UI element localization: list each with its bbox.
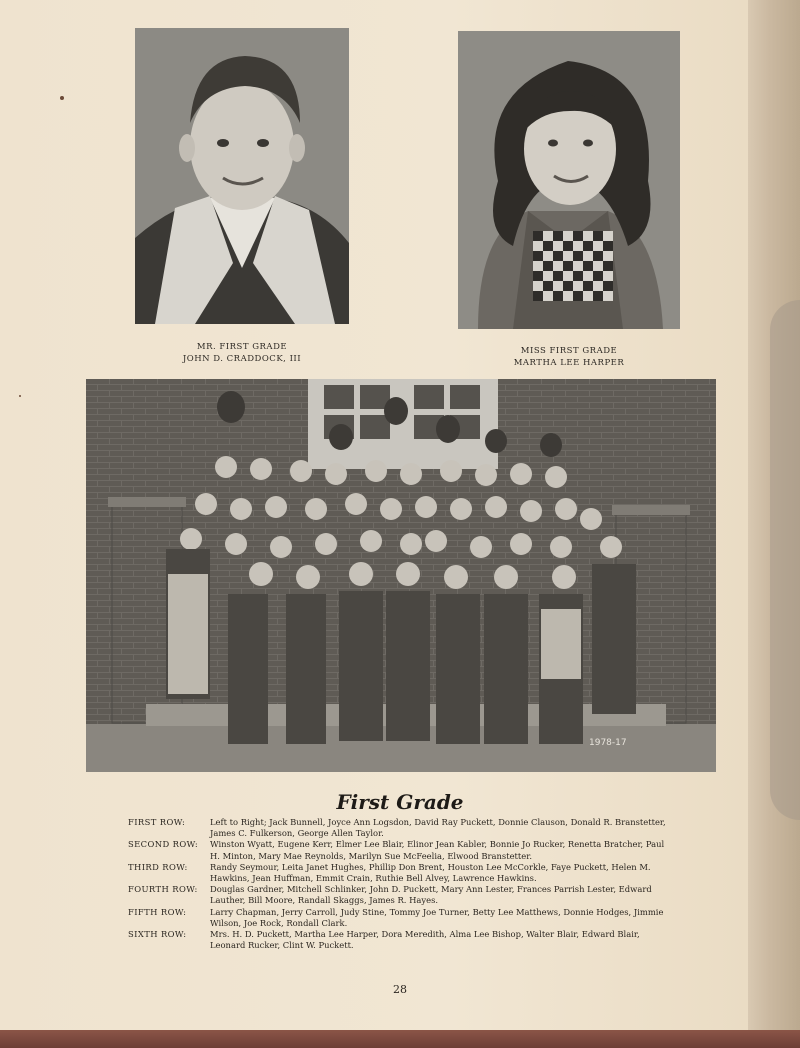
portrait-caption-right [458, 345, 680, 369]
student-name-list [128, 817, 668, 951]
caption-title: MISS FIRST GRADE [520, 346, 618, 356]
row-label: SIXTH ROW: [128, 929, 187, 940]
name-row-fifth [128, 907, 668, 929]
caption-name: MARTHA LEE HARPER [513, 358, 625, 368]
name-row-second [128, 839, 668, 861]
caption-name: JOHN D. CRADDOCK, III [182, 354, 302, 364]
row-label: THIRD ROW: [128, 861, 188, 872]
caption-title: MR. FIRST GRADE [196, 342, 288, 352]
portrait-photo-girl [458, 31, 680, 329]
section-title: First Grade [336, 790, 464, 814]
portrait-caption-left [135, 341, 349, 365]
row-label: FIFTH ROW: [128, 906, 187, 917]
group-photo-illustration [86, 379, 716, 772]
row-label: FOURTH ROW: [128, 884, 198, 895]
photo-inscription: 1978-17 [589, 738, 627, 748]
class-group-photo [86, 379, 716, 772]
paper-speck [60, 96, 64, 100]
name-row-sixth [128, 929, 668, 951]
name-row-first [128, 817, 668, 839]
portrait-photo-boy [135, 28, 349, 324]
portrait-girl-illustration [458, 31, 680, 329]
row-names: Douglas Gardner, Mitchell Schlinker, John D. Puckett, Mary Ann Lester, Frances Parrish Lester, Edward Lauther, Bill Moore, Randall Skaggs, James R. Hayes. [210, 884, 652, 906]
background-object [770, 300, 800, 820]
portrait-boy-illustration [135, 28, 349, 324]
paper-speck [19, 395, 21, 397]
name-row-third [128, 862, 668, 884]
row-names: Winston Wyatt, Eugene Kerr, Elmer Lee Blair, Elinor Jean Kabler, Bonnie Jo Rucker, Renetta Bratcher, Paul H. Minton, Mary Mae Reynolds, Marilyn Sue McFeelia, Elwood Branstetter. [210, 839, 665, 861]
row-names: Left to Right; Jack Bunnell, Joyce Ann Logsdon, David Ray Puckett, Donnie Clauson, Donald R. Branstetter, James C. Fulkerson, George Allen Taylor. [210, 817, 666, 839]
row-names: Randy Seymour, Leita Janet Hughes, Phillip Don Brent, Houston Lee McCorkle, Faye Puckett, Helen M. Hawkins, Jean Huffman, Emmit Crain, Ruthie Bell Alvey, Lawrence Hawkins. [210, 861, 651, 884]
row-names: Larry Chapman, Jerry Carroll, Judy Stine, Tommy Joe Turner, Betty Lee Matthews, Donnie Hodges, Jimmie Wilson, Joe Rock, Rondall Clark. [210, 906, 664, 928]
page-number: 28 [393, 983, 407, 996]
name-row-fourth [128, 884, 668, 906]
book-cover-edge [0, 1030, 800, 1048]
row-names: Mrs. H. D. Puckett, Martha Lee Harper, Dora Meredith, Alma Lee Bishop, Walter Blair, Edward Blair, Leonard Rucker, Clint W. Puckett. [210, 929, 640, 951]
row-label: SECOND ROW: [128, 839, 199, 850]
row-label: FIRST ROW: [128, 817, 186, 827]
